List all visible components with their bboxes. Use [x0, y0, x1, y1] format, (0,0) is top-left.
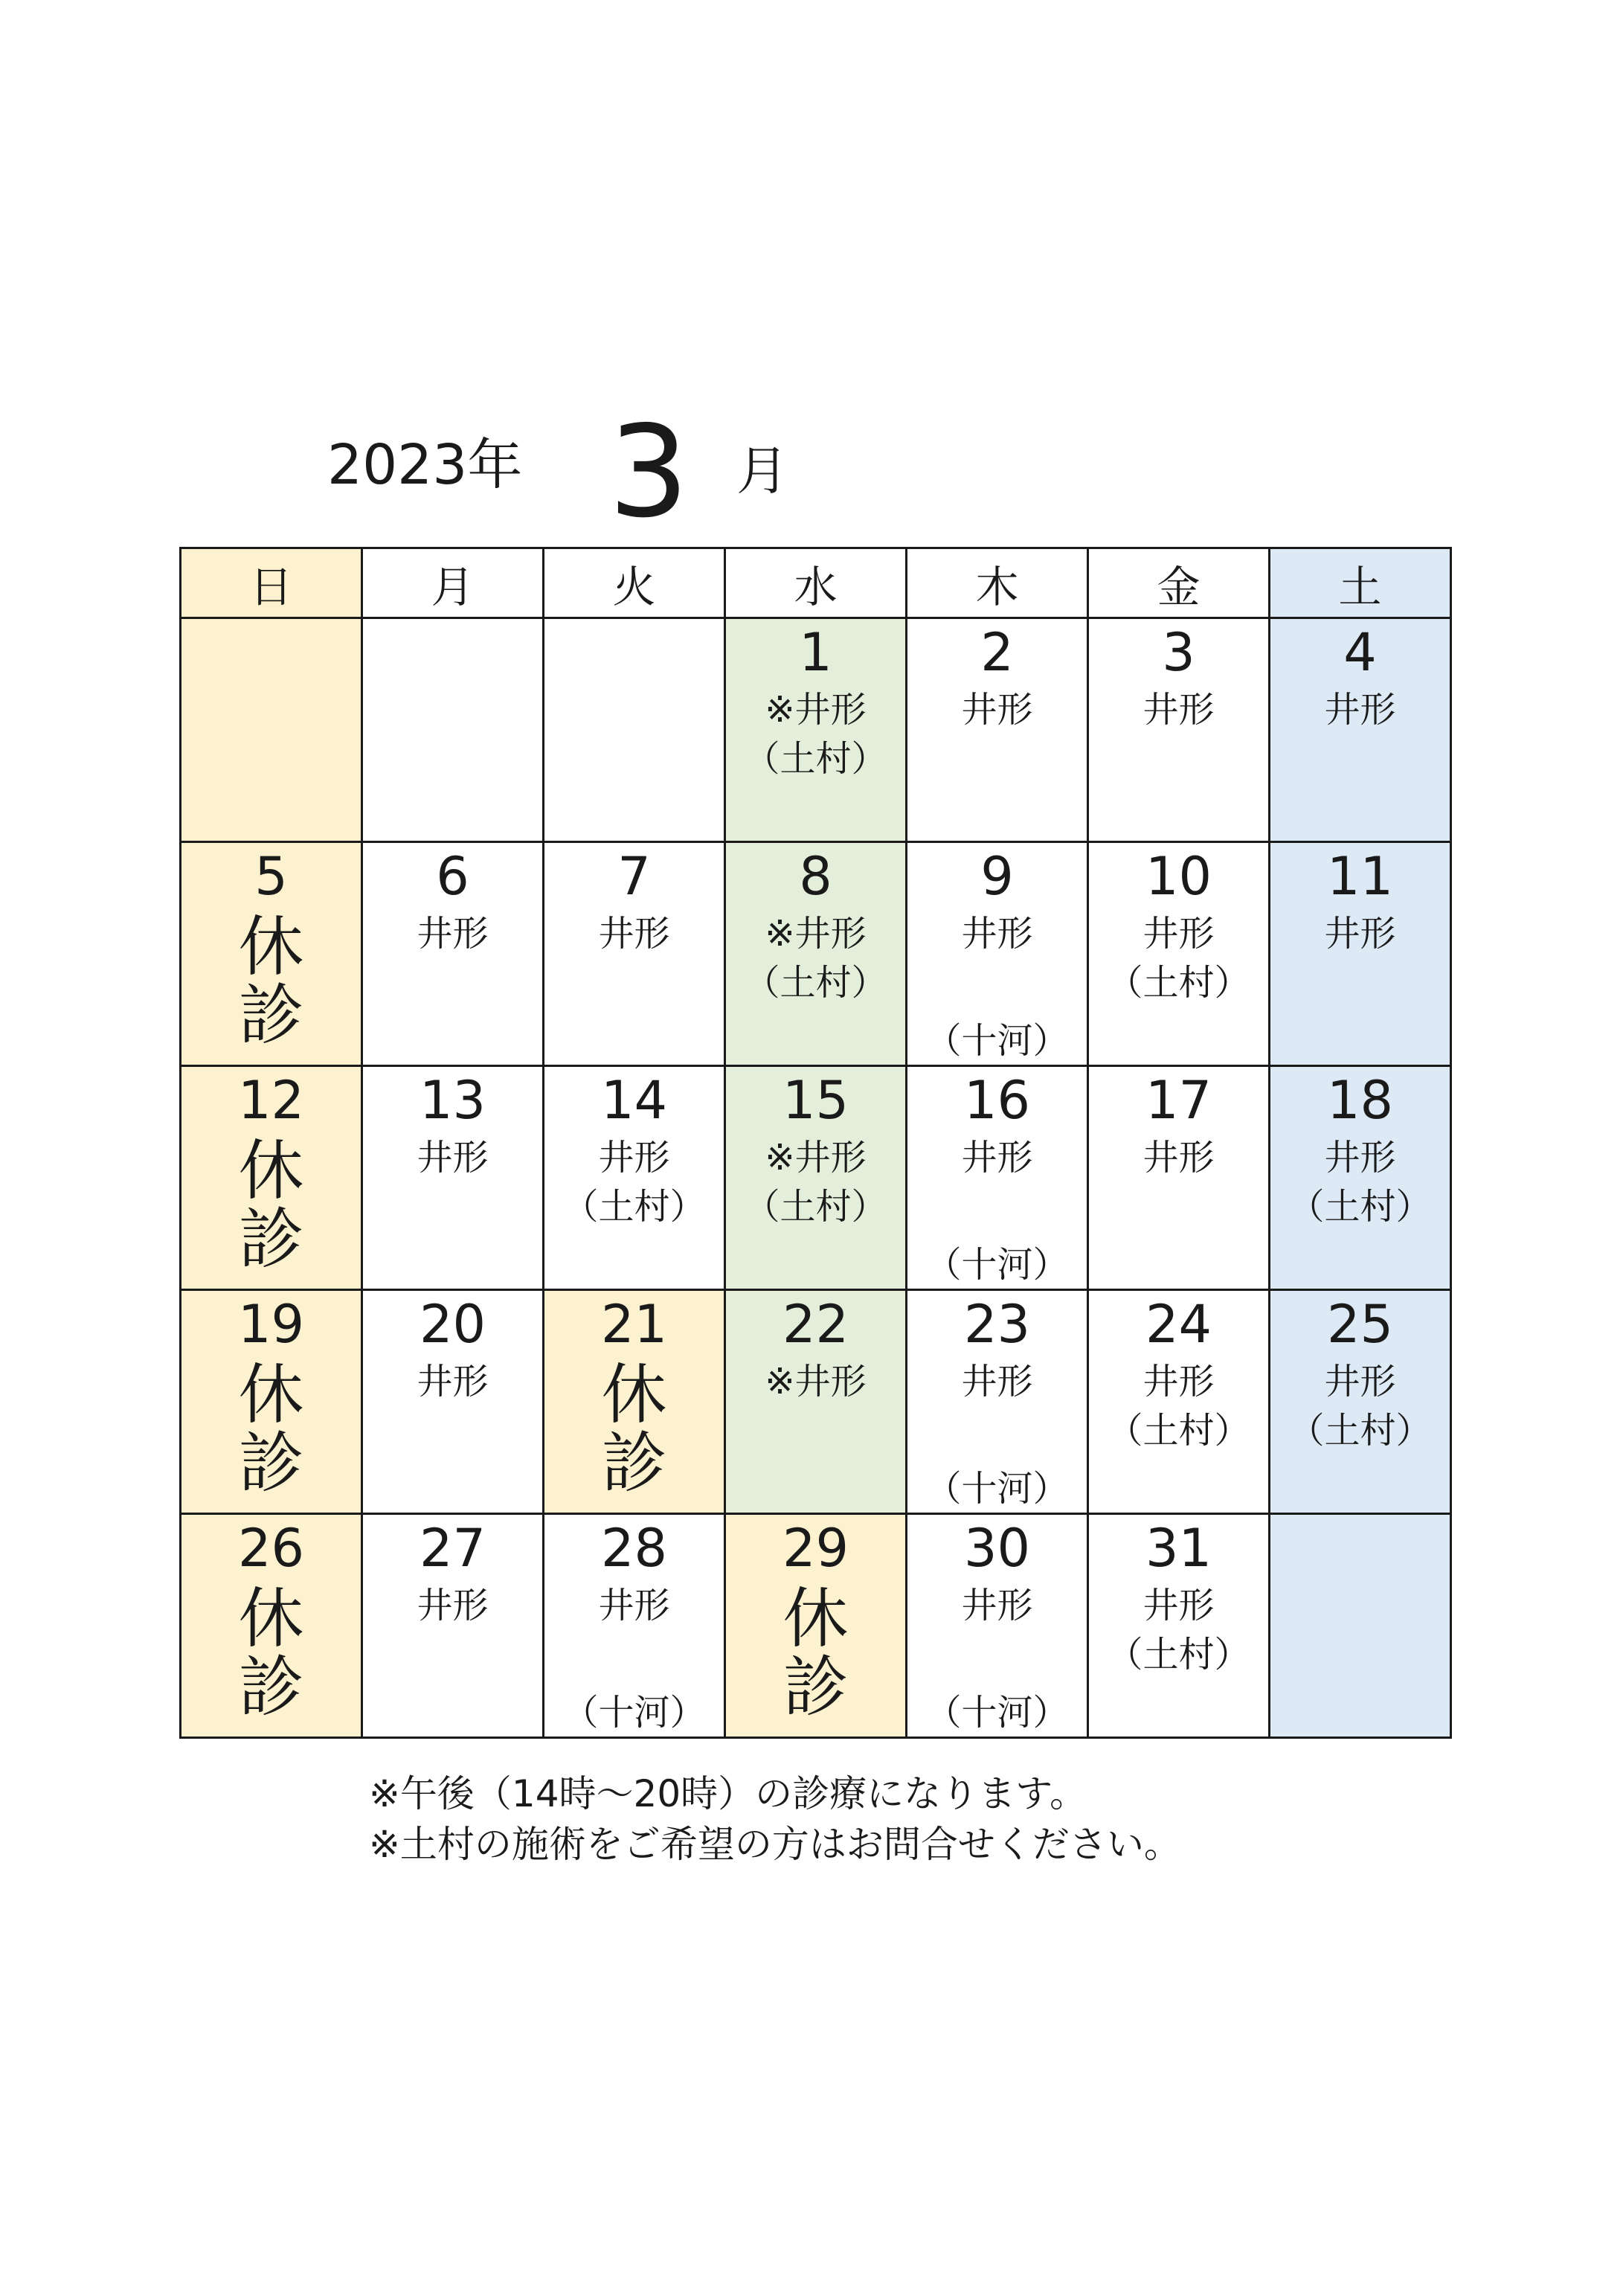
week-row-4: [181, 1290, 1451, 1514]
empty-cell: [1270, 1514, 1451, 1738]
day-number: 16: [963, 1070, 1031, 1131]
day-cell-10: [1088, 842, 1270, 1066]
title-month: 3: [608, 399, 690, 546]
doctor-label-bottom: （十河）: [925, 1468, 1069, 1510]
day-cell-11: [1270, 842, 1451, 1066]
weekday-wed: 水: [725, 548, 907, 618]
weekday-sun: 日: [181, 548, 362, 618]
doctor-label-secondary: （土村）: [744, 962, 887, 1004]
doctor-label-bottom: （十河）: [925, 1692, 1069, 1734]
day-cell-6: [362, 842, 544, 1066]
doctor-label: 井形: [961, 1137, 1033, 1179]
day-number: 14: [600, 1070, 668, 1131]
doctor-label-secondary: （土村）: [1107, 962, 1250, 1004]
day-cell-4: [1270, 618, 1451, 842]
doctor-label-secondary: （土村）: [744, 738, 887, 780]
empty-cell: [181, 618, 362, 842]
weekday-mon: 月: [362, 548, 544, 618]
day-cell-31: [1088, 1514, 1270, 1738]
day-cell-30: [907, 1514, 1088, 1738]
week-row-3: [181, 1066, 1451, 1290]
doctor-label: 井形: [598, 1585, 670, 1626]
doctor-label: ※井形: [765, 1361, 867, 1402]
day-cell-7: [544, 842, 725, 1066]
day-number: 2: [980, 622, 1014, 683]
day-cell-19: [181, 1290, 362, 1514]
doctor-label: 井形: [1142, 689, 1215, 731]
doctor-label: 井形: [1324, 1137, 1396, 1179]
day-number: 21: [600, 1294, 668, 1355]
doctor-label-secondary: （土村）: [744, 1186, 887, 1228]
day-number: 26: [237, 1518, 305, 1579]
closed-label: 休診: [601, 1356, 667, 1502]
closed-label: 休診: [238, 1356, 304, 1502]
weekday-thu: 木: [907, 548, 1088, 618]
doctor-label: 井形: [417, 1585, 489, 1626]
day-number: 8: [799, 846, 832, 907]
day-number: 27: [419, 1518, 486, 1579]
day-number: 4: [1343, 622, 1377, 683]
week-row-5: [181, 1514, 1451, 1738]
closed-label: 休診: [238, 1132, 304, 1278]
doctor-label: 井形: [417, 1361, 489, 1402]
doctor-label-bottom: （十河）: [562, 1692, 706, 1734]
calendar-title: [0, 0, 1623, 565]
weekday-header-row: [181, 548, 1451, 618]
day-number: 28: [600, 1518, 668, 1579]
doctor-label-secondary: （土村）: [1107, 1410, 1250, 1452]
title-year: 2023年: [327, 433, 523, 497]
doctor-label: 井形: [1142, 1361, 1215, 1402]
closed-label: 休診: [238, 1580, 304, 1726]
day-cell-28: [544, 1514, 725, 1738]
doctor-label-secondary: （土村）: [562, 1186, 706, 1228]
day-number: 5: [254, 846, 288, 907]
day-number: 17: [1145, 1070, 1212, 1131]
day-cell-1: [725, 618, 907, 842]
doctor-label: 井形: [961, 913, 1033, 955]
day-cell-14: [544, 1066, 725, 1290]
doctor-label: 井形: [961, 689, 1033, 731]
day-cell-16: [907, 1066, 1088, 1290]
doctor-label-bottom: （十河）: [925, 1244, 1069, 1286]
weekday-fri: 金: [1088, 548, 1270, 618]
day-number: 19: [237, 1294, 305, 1355]
title-month-unit: 月: [736, 440, 788, 501]
day-cell-9: [907, 842, 1088, 1066]
doctor-label: 井形: [1142, 913, 1215, 955]
day-number: 20: [419, 1294, 486, 1355]
doctor-label: 井形: [1142, 1137, 1215, 1179]
empty-cell: [362, 618, 544, 842]
day-cell-3: [1088, 618, 1270, 842]
footnote-afternoon: ※午後（14時～20時）の診療になります。: [369, 1772, 1087, 1815]
doctor-label: 井形: [1324, 1361, 1396, 1402]
day-number: 6: [436, 846, 469, 907]
day-number: 15: [782, 1070, 849, 1131]
day-number: 1: [799, 622, 832, 683]
day-number: 13: [419, 1070, 486, 1131]
doctor-label: 井形: [961, 1361, 1033, 1402]
doctor-label: 井形: [961, 1585, 1033, 1626]
day-cell-21: [544, 1290, 725, 1514]
day-number: 25: [1326, 1294, 1394, 1355]
day-cell-29: [725, 1514, 907, 1738]
day-cell-12: [181, 1066, 362, 1290]
day-number: 9: [980, 846, 1014, 907]
day-number: 12: [237, 1070, 305, 1131]
day-cell-23: [907, 1290, 1088, 1514]
doctor-label: 井形: [417, 1137, 489, 1179]
doctor-label: ※井形: [765, 1137, 867, 1179]
footnote-contact: ※土村の施術をご希望の方はお問合せください。: [369, 1822, 1181, 1866]
day-cell-8: [725, 842, 907, 1066]
weekday-sat: 土: [1270, 548, 1451, 618]
day-number: 18: [1326, 1070, 1394, 1131]
day-cell-25: [1270, 1290, 1451, 1514]
empty-cell: [544, 618, 725, 842]
weekday-tue: 火: [544, 548, 725, 618]
doctor-label: 井形: [1142, 1585, 1215, 1626]
day-number: 24: [1145, 1294, 1212, 1355]
calendar-grid: [179, 547, 1452, 1739]
week-row-1: [181, 618, 1451, 842]
day-number: 30: [963, 1518, 1031, 1579]
day-cell-27: [362, 1514, 544, 1738]
week-row-2: [181, 842, 1451, 1066]
doctor-label: ※井形: [765, 913, 867, 955]
doctor-label: 井形: [598, 913, 670, 955]
day-number: 3: [1162, 622, 1195, 683]
day-cell-15: [725, 1066, 907, 1290]
day-number: 29: [782, 1518, 849, 1579]
footnotes: [369, 1769, 1181, 1870]
day-cell-24: [1088, 1290, 1270, 1514]
day-number: 7: [617, 846, 651, 907]
doctor-label: 井形: [1324, 913, 1396, 955]
doctor-label: 井形: [417, 913, 489, 955]
doctor-label-bottom: （十河）: [925, 1020, 1069, 1062]
day-cell-22: [725, 1290, 907, 1514]
doctor-label-secondary: （土村）: [1107, 1634, 1250, 1675]
day-cell-20: [362, 1290, 544, 1514]
doctor-label-secondary: （土村）: [1288, 1410, 1432, 1452]
day-cell-26: [181, 1514, 362, 1738]
day-cell-18: [1270, 1066, 1451, 1290]
doctor-label: ※井形: [765, 689, 867, 731]
day-cell-2: [907, 618, 1088, 842]
day-number: 23: [963, 1294, 1031, 1355]
doctor-label: 井形: [598, 1137, 670, 1179]
day-number: 11: [1326, 846, 1394, 907]
day-cell-13: [362, 1066, 544, 1290]
doctor-label: 井形: [1324, 689, 1396, 731]
doctor-label-secondary: （土村）: [1288, 1186, 1432, 1228]
day-cell-5: [181, 842, 362, 1066]
day-number: 10: [1145, 846, 1212, 907]
closed-label: 休診: [238, 908, 304, 1054]
day-number: 22: [782, 1294, 849, 1355]
day-cell-17: [1088, 1066, 1270, 1290]
closed-label: 休診: [782, 1580, 849, 1726]
day-number: 31: [1145, 1518, 1212, 1579]
